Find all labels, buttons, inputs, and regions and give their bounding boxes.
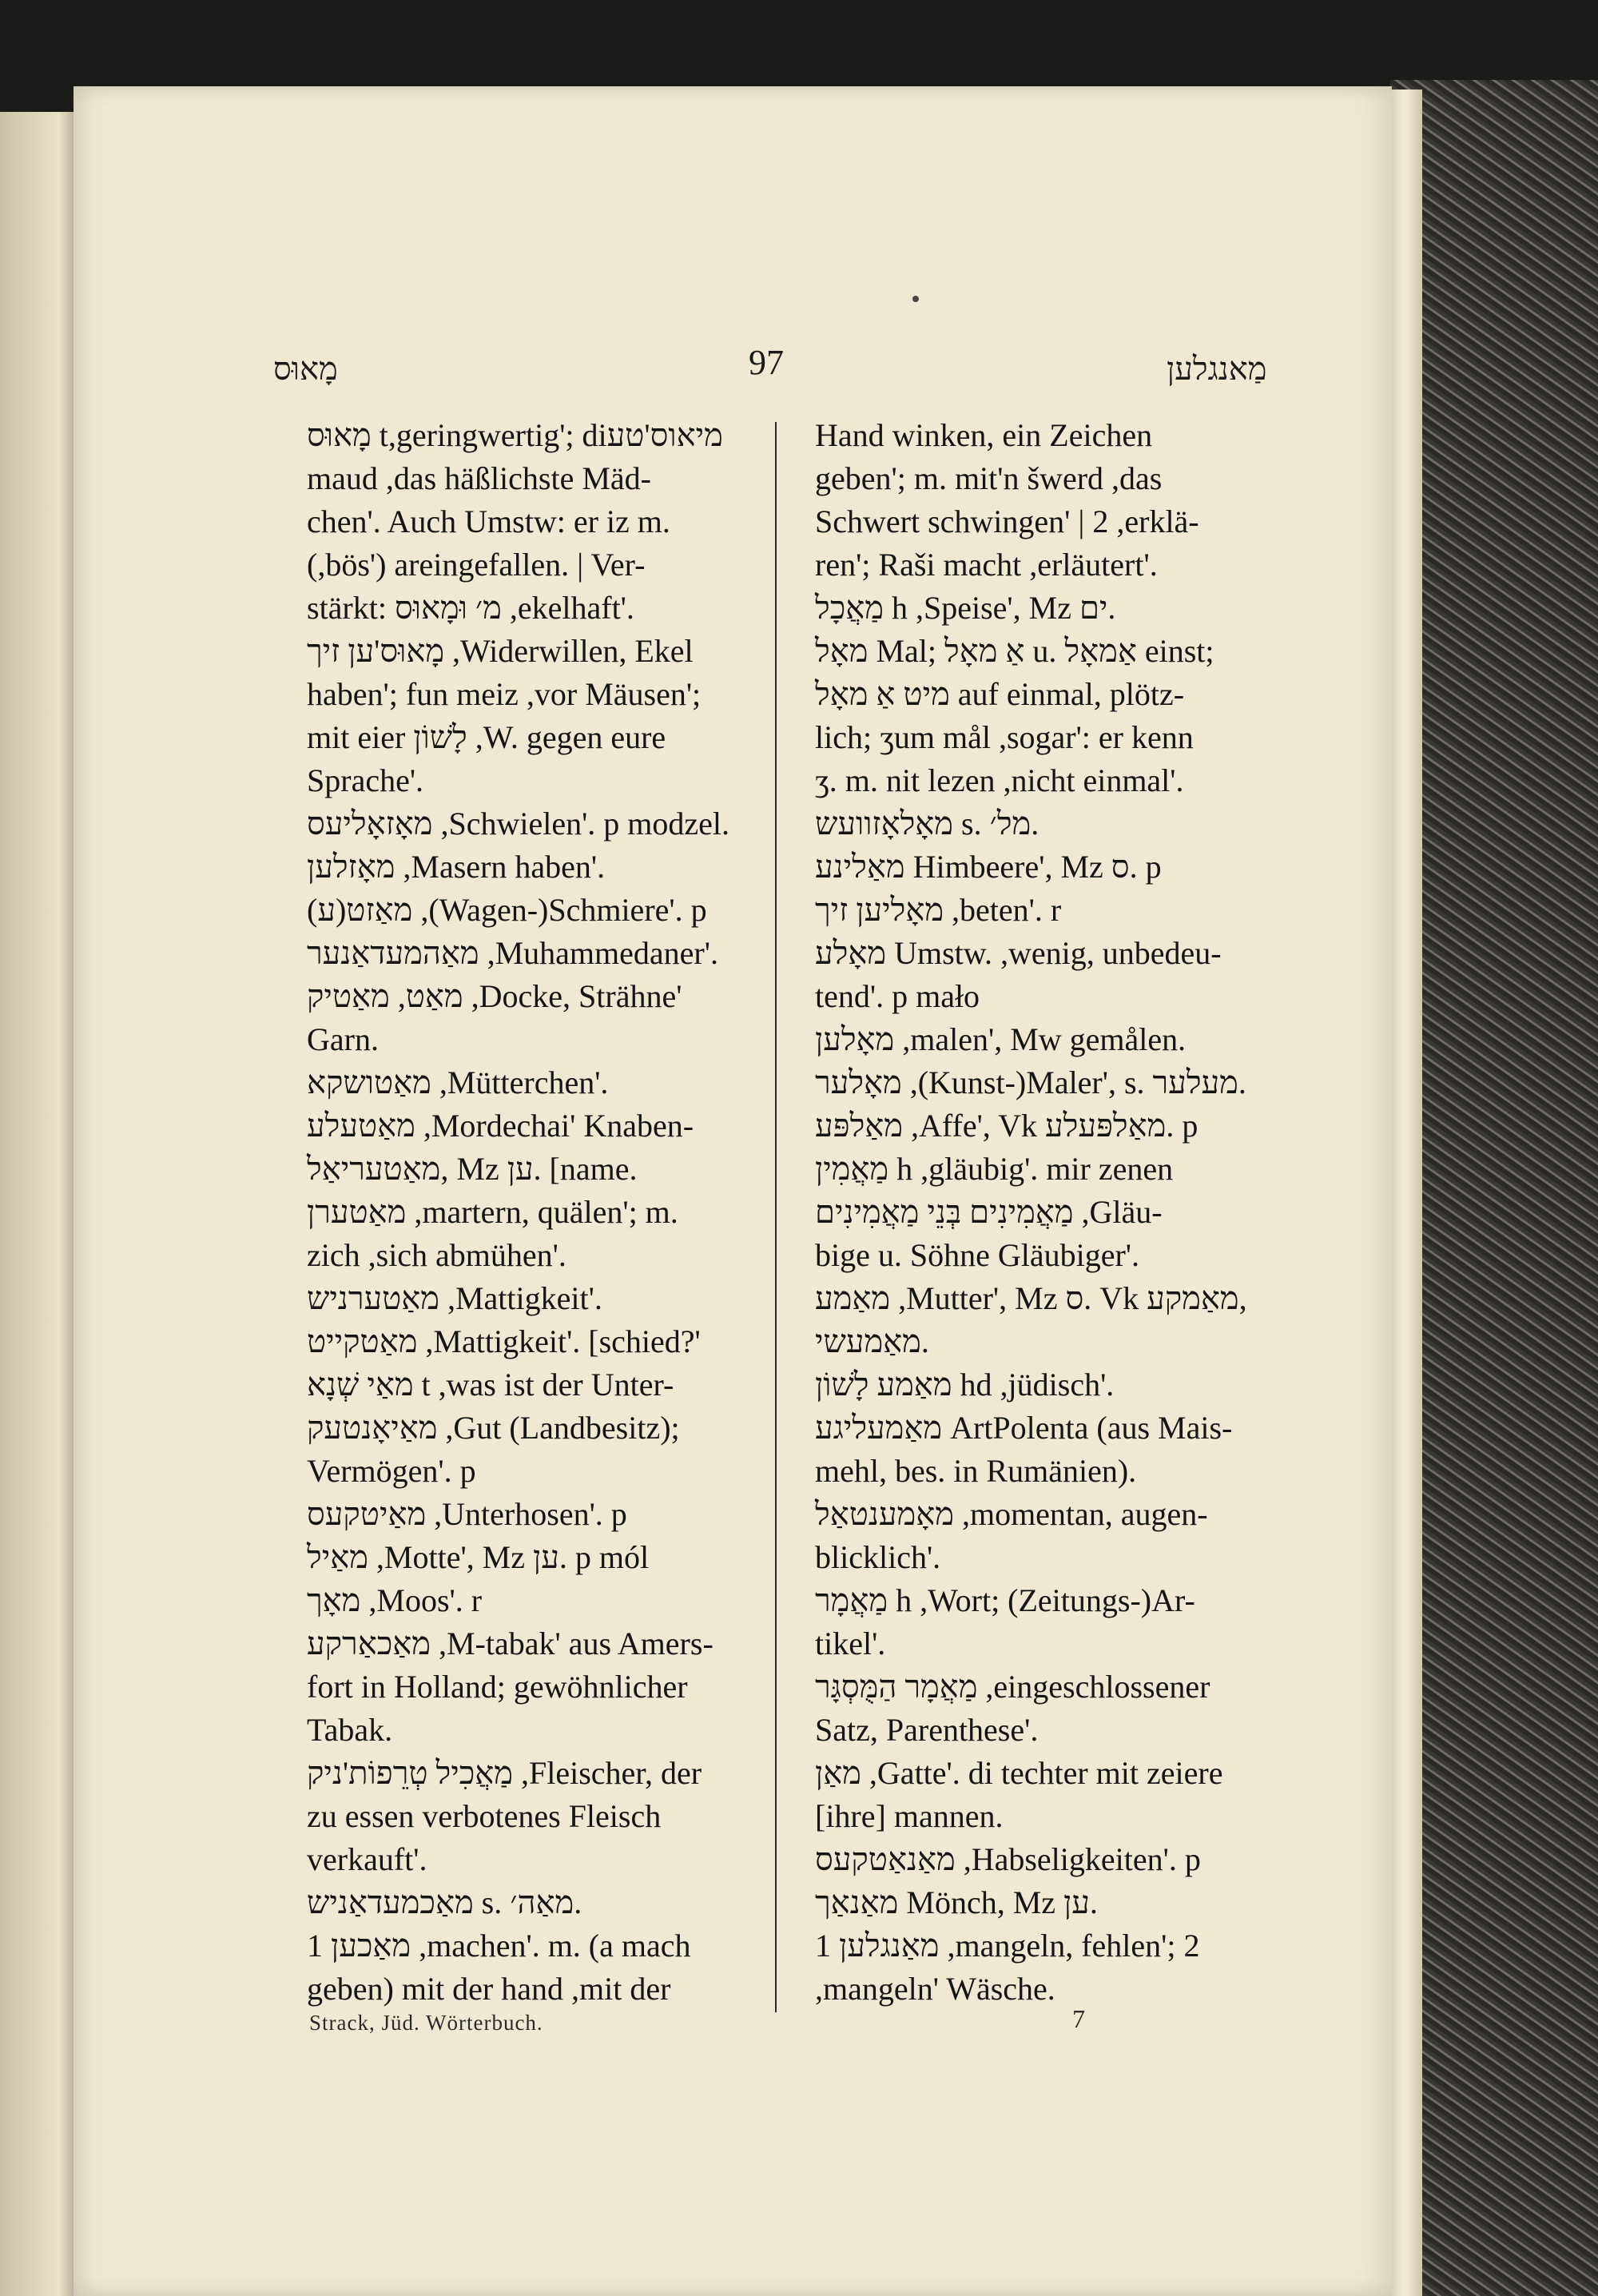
text-line: מאָלער ,(Kunst-)Maler', s. מעלער.: [815, 1064, 1246, 1100]
text-line: (,bös') areingefallen. | Ver-: [307, 547, 646, 583]
page-footer: [74, 2004, 1392, 2043]
text-line: מאַיטקעס ,Unterhosen'. p: [307, 1496, 627, 1532]
text-line: zich ,sich abmühen'.: [307, 1237, 566, 1273]
text-line: מַאֲכָל h ,Speise', Mz ים.: [815, 590, 1116, 626]
text-line: מאַמע ,Mutter', Mz ס. Vk מאַמקע,: [815, 1280, 1247, 1316]
text-line: Satz, Parenthese'.: [815, 1712, 1039, 1748]
text-line: מאָמענטאַל ,momentan, augen-: [815, 1496, 1208, 1532]
text-line: מאַלינע Himbeere', Mz ס. p: [815, 849, 1162, 885]
text-line: מאַט, מאַטיק ,Docke, Strähne': [307, 978, 682, 1014]
text-line: geben) mit der hand ,mit der: [307, 1971, 671, 2007]
text-line: ,mangeln' Wäsche.: [815, 1971, 1055, 2007]
text-line: Schwert schwingen' | 2 ,erklä-: [815, 503, 1199, 539]
text-line: מאַטעלע ,Mordechai' Knaben-: [307, 1108, 694, 1144]
text-line: מאַי שְׁנָא t ,was ist der Unter-: [307, 1367, 674, 1403]
text-line: haben'; fun meiz ,vor Mäusen';: [307, 676, 702, 712]
text-line: מָאוּס t,geringwertig'; diמיאוס'טע: [307, 417, 723, 453]
text-line: Vermögen'. p: [307, 1453, 476, 1489]
page-edges: [1392, 90, 1422, 2296]
text-line: מאָזלען ,Masern haben'.: [307, 849, 606, 885]
text-line: מאָלע Umstw. ,wenig, unbedeu-: [815, 935, 1222, 971]
text-line: chen'. Auch Umstw: er iz m.: [307, 503, 670, 539]
text-line: מָאוּס'ען זיך ,Widerwillen, Ekel: [307, 633, 694, 669]
text-line: מאָליען זיך ,beten'. r: [815, 892, 1062, 928]
left-column: [307, 414, 749, 2011]
text-line: מַאֲמָר הַמֻּסְגָּר ,eingeschlossener: [815, 1669, 1210, 1705]
text-line: מאַטערן ,martern, quälen'; m.: [307, 1194, 678, 1230]
sheet-number: 7: [1072, 2004, 1086, 2033]
text-line: מאַנגלען 1 ,mangeln, fehlen'; 2: [815, 1928, 1200, 1964]
text-line: מאַטקייט ,Mattigkeit'. [schied?': [307, 1323, 701, 1359]
text-line: מאָזאָליעס ,Schwielen'. p modzel.: [307, 806, 730, 842]
text-line: מאַכען 1 ,machen'. m. (a mach: [307, 1928, 691, 1964]
left-page-edge: [0, 112, 74, 2296]
text-line: מאַיאָנטעק ,Gut (Landbesitz);: [307, 1410, 680, 1446]
text-line: מאַלפּע ,Affe', Vk מאַלפּעלע. p: [815, 1108, 1198, 1144]
text-line: zu essen verbotenes Fleisch: [307, 1798, 662, 1834]
running-header: [74, 342, 1392, 390]
text-line: מיט אַ מאָל auf einmal, plötz-: [815, 676, 1185, 712]
text-line: מאַטושקא ,Mütterchen'.: [307, 1064, 609, 1100]
text-line: מאָך ,Moos'. r: [307, 1582, 483, 1618]
text-line: lich; ʒum mål ,sogar': er kenn: [815, 719, 1194, 755]
text-line: mehl, bes. in Rumänien).: [815, 1453, 1137, 1489]
text-line: tend'. p mało: [815, 978, 980, 1014]
page-number: 97: [749, 343, 784, 382]
text-line: מאַמעשי.: [815, 1323, 929, 1359]
text-line: tikel'.: [815, 1626, 886, 1661]
text-line: מַאֲמָר h ,Wort; (Zeitungs-)Ar-: [815, 1582, 1195, 1618]
text-line: Sprache'.: [307, 762, 424, 798]
text-line: maud ,das häßlichste Mäd-: [307, 460, 651, 496]
text-line: [ihre] mannen.: [815, 1798, 1004, 1834]
text-line: מאַזט(ע) ,(Wagen-)Schmiere'. p: [307, 892, 707, 928]
text-line: מאַטעריאַל, Mz ען. [name.: [307, 1151, 638, 1187]
text-line: ren'; Raši macht ,erläutert'.: [815, 547, 1158, 583]
text-line: מאַהמעדאַנער ,Muhammedaner'.: [307, 935, 718, 971]
text-line: מאַן ,Gatte'. di techter mit zeiere: [815, 1755, 1223, 1791]
text-line: mit eier לָשׁוֹן ,W. gegen eure: [307, 719, 666, 755]
text-line: מאַנאַטקעס ,Habseligkeiten'. p: [815, 1841, 1201, 1877]
guide-word-right: מַאנגלען: [1167, 351, 1267, 387]
text-line: מאַמעליגע ArtPolenta (aus Mais-: [815, 1410, 1233, 1446]
text-line: stärkt: מ׳ וּמָאוּס ,ekelhaft'.: [307, 590, 634, 626]
text-line: מאַכמעדאַניש s. מאַה׳.: [307, 1884, 582, 1920]
text-line: fort in Holland; gewöhnlicher: [307, 1669, 688, 1705]
text-line: מאַיל ,Motte', Mz ען. p mól: [307, 1539, 650, 1575]
text-line: Garn.: [307, 1021, 379, 1057]
text-line: מאַמע לָשׁוֹן hd ,jüdisch'.: [815, 1367, 1115, 1403]
text-line: bige u. Söhne Gläubiger'.: [815, 1237, 1140, 1273]
text-line: מאַכאַרקע ,M-tabak' aus Amers-: [307, 1626, 714, 1661]
ink-dot: [912, 296, 919, 302]
text-line: verkauft'.: [307, 1841, 427, 1877]
signature-line: Strack, Jüd. Wörterbuch.: [309, 2011, 543, 2035]
text-line: מַאֲכִיל טְרֵפוֹת'ניק ,Fleischer, der: [307, 1755, 702, 1791]
text-line: Tabak.: [307, 1712, 393, 1748]
guide-word-left: מָאוּס: [273, 351, 338, 387]
text-line: מאָל Mal; אַ מאָל u. אַמאָל einst;: [815, 633, 1214, 669]
text-line: מאַטערניש ,Mattigkeit'.: [307, 1280, 602, 1316]
text-line: geben'; m. mit'n šwerd ,das: [815, 460, 1163, 496]
column-divider: [775, 422, 777, 2012]
text-line: ʒ. m. nit lezen ,nicht einmal'.: [815, 762, 1184, 798]
text-line: מאָלען ,malen', Mw gemålen.: [815, 1021, 1187, 1057]
text-line: מַאֲמִינִים בְּנֵי מַאֲמִינִים ,Gläu-: [815, 1194, 1163, 1230]
text-line: מַאֲמִין h ,gläubig'. mir zenen: [815, 1151, 1174, 1187]
dictionary-page: [74, 86, 1392, 2296]
text-line: blicklich'.: [815, 1539, 941, 1575]
text-line: מאַנאַך Mönch, Mz ען.: [815, 1884, 1098, 1920]
text-line: Hand winken, ein Zeichen: [815, 417, 1153, 453]
right-column: [815, 414, 1256, 2011]
text-line: מאָלאָזוועש s. מל׳.: [815, 806, 1039, 842]
